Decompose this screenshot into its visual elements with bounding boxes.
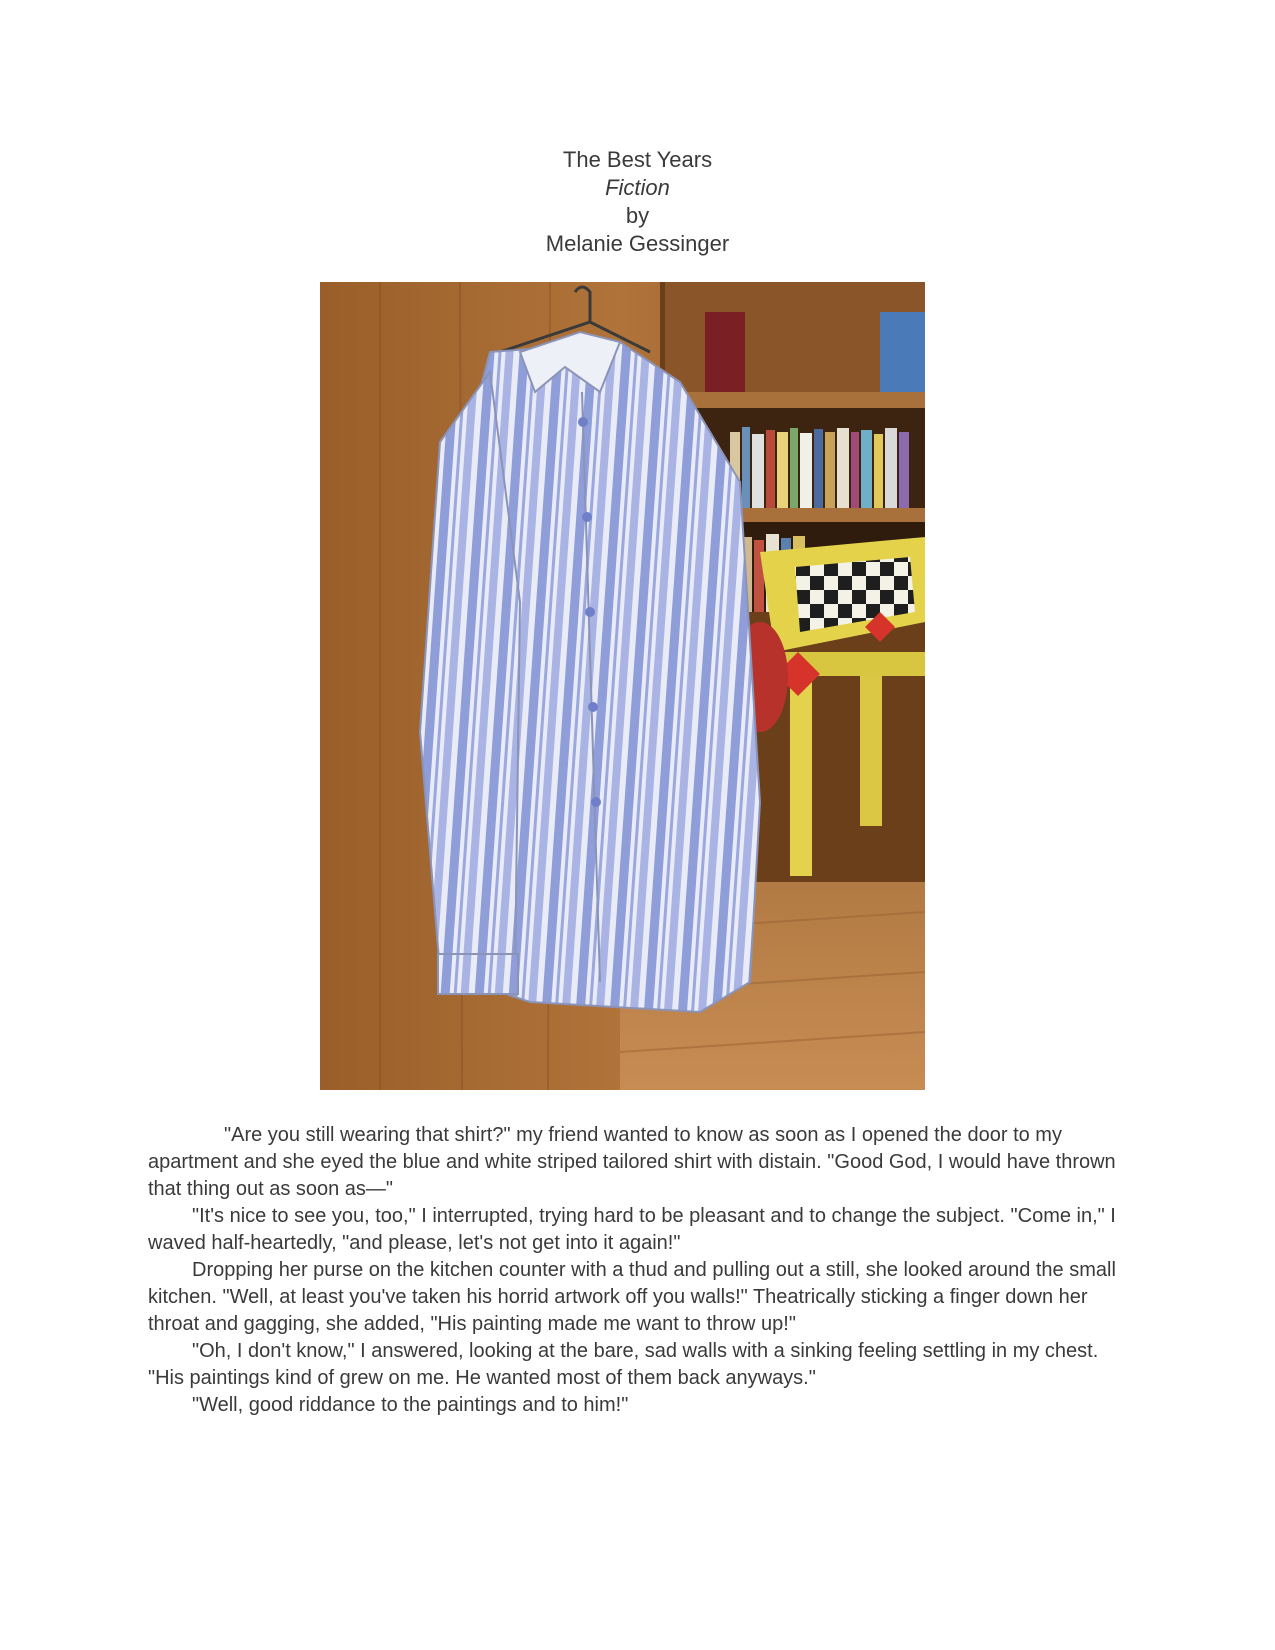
story-text [148, 1122, 1128, 1419]
story-paragraph-5: "Well, good riddance to the paintings and to him!" [192, 1394, 629, 1416]
story-paragraph-3: Dropping her purse on the kitchen counter with a thud and pulling out a still, she looked around the small kitchen. "Well, at least you've taken his horrid artwork off you walls!" Theatrically sticking a finger down her throat and gagging, she added, "His painting made me want to throw up!" [148, 1259, 1116, 1335]
story-paragraph-4: "Oh, I don't know," I answered, looking at the bare, sad walls with a sinking feeling settling in my chest. "His paintings kind of grew on me. He wanted most of them back anyways." [148, 1340, 1099, 1389]
byline-by: by [625, 203, 650, 228]
story-paragraph-2: "It's nice to see you, too," I interrupted, trying hard to be pleasant and to change the subject. "Come in," I waved half-heartedly, "and please, let's not get into it again!" [148, 1205, 1116, 1254]
story-genre: Fiction [605, 175, 670, 200]
story-paragraph-1: "Are you still wearing that shirt?" my friend wanted to know as soon as I opened the door to my apartment and she eyed the blue and white striped tailored shirt with distain. "Good God, I would have thrown that thing out as soon as—" [148, 1124, 1116, 1200]
title-block [0, 146, 1275, 258]
author-name: Melanie Gessinger [545, 231, 730, 256]
striped-shirt-photo [320, 282, 925, 1090]
story-title: The Best Years [562, 147, 713, 172]
